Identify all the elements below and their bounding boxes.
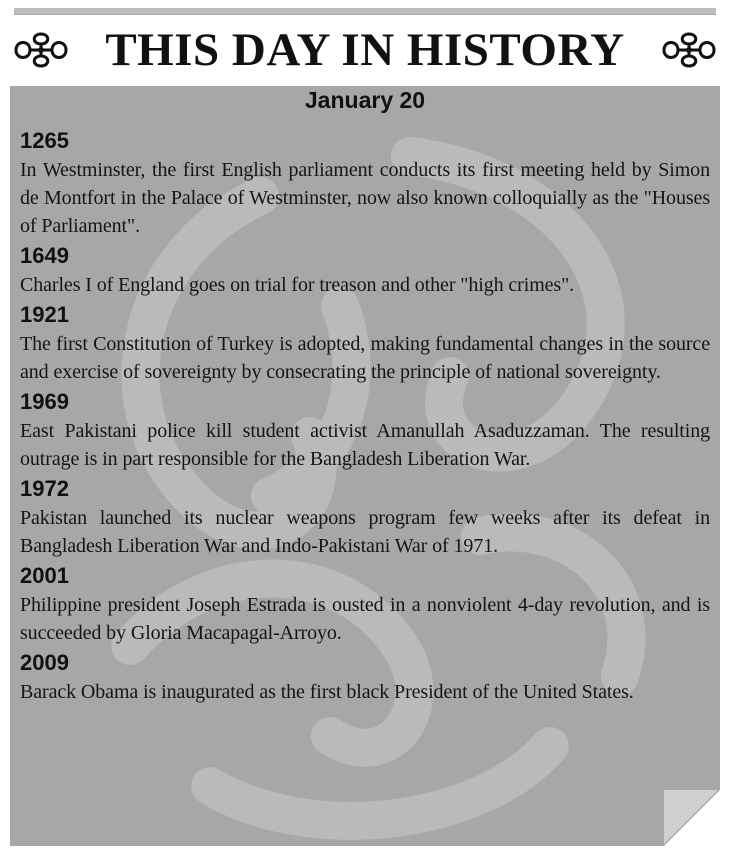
entry-text: Charles I of England goes on trial for treason and other "high crimes". (20, 274, 575, 296)
entry-text: Pakistan launched its nuclear weapons program few weeks after its defeat in Bangladesh Liberation War and Indo-Pakistani War of 1971. (20, 507, 710, 557)
history-entry (20, 241, 710, 299)
history-entry (20, 126, 710, 240)
entry-text: East Pakistani police kill student activist Amanullah Asaduzzaman. The resulting outrage is in part responsible for the Bangladesh Liberation War. (20, 420, 710, 470)
page-title: THIS DAY IN HISTORY (105, 24, 625, 76)
history-entries (20, 126, 710, 707)
entry-text: Philippine president Joseph Estrada is ousted in a nonviolent 4-day revolution, and is succeeded by Gloria Macapagal-Arroyo. (20, 594, 710, 644)
history-entry (20, 648, 710, 706)
entry-year: 1649 (20, 243, 69, 268)
top-rule (14, 8, 716, 15)
history-entry (20, 387, 710, 473)
entry-year: 2001 (20, 563, 69, 588)
entry-year: 1972 (20, 476, 69, 501)
entry-year: 1265 (20, 128, 69, 153)
history-entry (20, 474, 710, 560)
entry-text: The first Constitution of Turkey is adopted, making fundamental changes in the source and exercise of sovereignty by consecrating the principle of national sovereignty. (20, 333, 710, 383)
content-panel (10, 86, 720, 846)
entry-year: 1969 (20, 389, 69, 414)
history-entry (20, 300, 710, 386)
entry-year: 1921 (20, 302, 69, 327)
date-heading: January 20 (304, 87, 426, 113)
page-curl-flap (664, 790, 718, 844)
entry-text: In Westminster, the first English parliament conducts its first meeting held by Simon de Montfort in the Palace of Westminster, now also known colloquially as the "Houses of Parliament". (20, 159, 710, 237)
history-entry (20, 561, 710, 647)
header (0, 16, 730, 86)
fleuron-right-icon (658, 30, 720, 70)
entry-text: Barack Obama is inaugurated as the first black President of the United States. (20, 681, 634, 703)
entry-year: 2009 (20, 650, 69, 675)
